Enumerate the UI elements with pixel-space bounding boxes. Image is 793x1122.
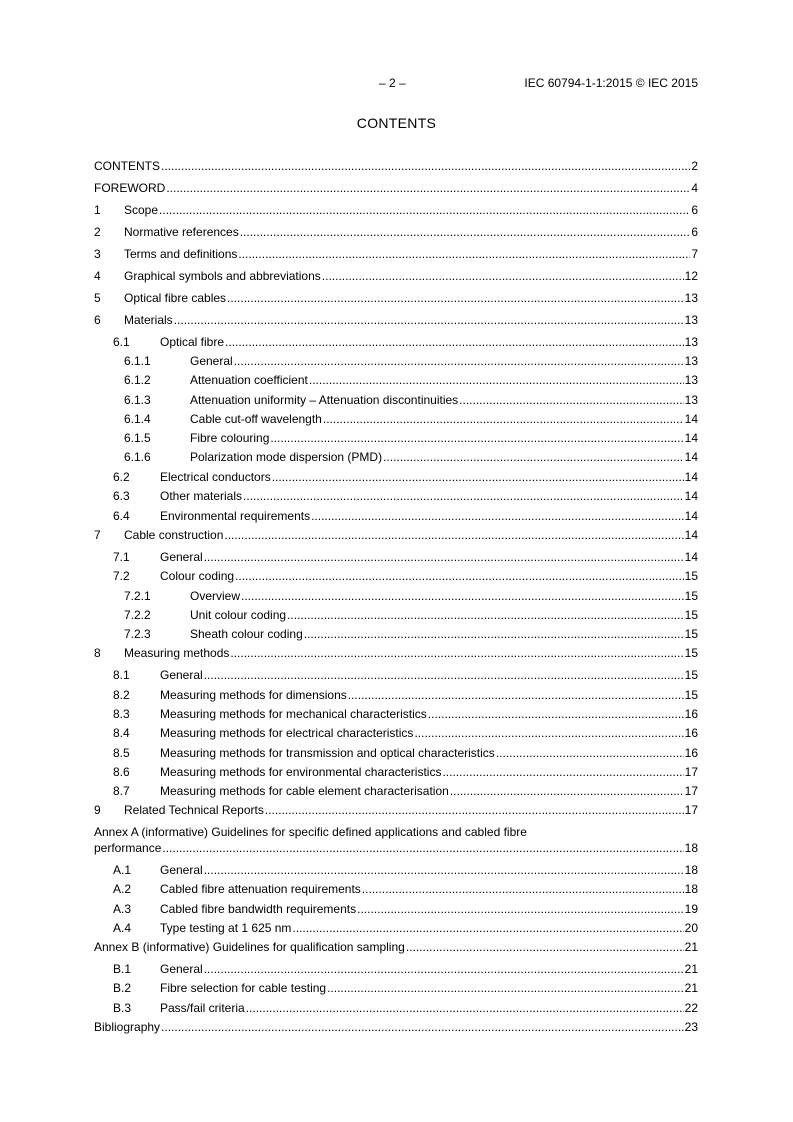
toc-entry-title: Measuring methods for environmental characteristics	[160, 765, 442, 779]
toc-entry-page: 17	[684, 784, 698, 798]
toc-entry-page: 15	[684, 627, 698, 641]
toc-entry-title: Optical fibre cables	[124, 291, 227, 305]
toc-entry-page: 7	[691, 247, 698, 261]
toc-entry-number: 8.4	[113, 726, 130, 740]
toc-entry-title: Measuring methods for cable element characterisation	[160, 784, 449, 798]
toc-entry-title: Measuring methods for transmission and optical characteristics	[160, 746, 495, 760]
dot-leader	[450, 783, 684, 799]
toc-entry-number: 7	[94, 528, 101, 542]
toc-entry-page: 16	[684, 707, 698, 721]
toc-entry-number: 7.2	[113, 569, 130, 583]
toc-entry-page: 19	[684, 902, 698, 916]
toc-entry-number: 9	[94, 803, 101, 817]
toc-entry[interactable]	[94, 527, 698, 543]
toc-entry-title: Related Technical Reports	[124, 803, 264, 817]
contents-heading: CONTENTS	[356, 115, 437, 131]
toc-entry-page: 21	[684, 962, 698, 976]
toc-entry[interactable]	[124, 411, 698, 427]
toc-entry[interactable]	[113, 687, 698, 703]
dot-leader	[406, 939, 684, 955]
dot-leader	[322, 268, 684, 284]
dot-leader	[287, 607, 684, 623]
toc-entry-page: 16	[684, 746, 698, 760]
toc-entry[interactable]	[113, 334, 698, 350]
toc-entry-page: 14	[684, 450, 698, 464]
toc-entry-title: Measuring methods	[124, 646, 230, 660]
toc-entry-title: Colour coding	[160, 569, 235, 583]
dot-leader	[270, 430, 683, 446]
toc-entry-page: 14	[684, 509, 698, 523]
toc-entry-number: 6.2	[113, 470, 130, 484]
toc-entry-title: Graphical symbols and abbreviations	[124, 269, 321, 283]
dot-leader	[383, 449, 684, 465]
toc-entry-number: 7.2.2	[124, 608, 151, 622]
toc-entry-title: Attenuation uniformity – Attenuation discontinuities	[190, 393, 459, 407]
dot-leader	[174, 312, 684, 328]
toc-entry-title: Measuring methods for dimensions	[160, 688, 347, 702]
toc-entry[interactable]	[113, 980, 698, 996]
toc-entry[interactable]	[94, 268, 698, 284]
toc-entry-number: 6.3	[113, 489, 130, 503]
toc-entry-number: 7.2.3	[124, 627, 151, 641]
toc-entry-title: Cabled fibre attenuation requirements	[160, 882, 361, 896]
toc-entry[interactable]	[113, 862, 698, 878]
toc-entry-page: 15	[684, 608, 698, 622]
toc-entry[interactable]	[113, 706, 698, 722]
dot-leader	[362, 881, 684, 897]
toc-entry-title: Bibliography	[94, 1020, 161, 1034]
toc-entry[interactable]	[113, 901, 698, 917]
toc-entry-page: 6	[691, 203, 698, 217]
toc-entry[interactable]	[94, 224, 698, 240]
toc-entry[interactable]	[113, 549, 698, 565]
toc-entry-page: 21	[684, 981, 698, 995]
toc-entry-number: 6.1.4	[124, 412, 151, 426]
dot-leader	[161, 1019, 684, 1035]
dot-leader	[159, 202, 690, 218]
toc-entry[interactable]	[94, 939, 698, 955]
toc-entry[interactable]	[113, 920, 698, 936]
toc-entry[interactable]	[124, 626, 698, 642]
toc-entry-page: 14	[684, 431, 698, 445]
dot-leader	[234, 353, 684, 369]
toc-entry[interactable]	[94, 824, 698, 858]
toc-entry-page: 18	[684, 863, 698, 877]
toc-entry-number: 1	[94, 203, 101, 217]
toc-entry-title: FOREWORD	[94, 181, 166, 195]
toc-entry-page: 14	[684, 550, 698, 564]
toc-entry[interactable]	[94, 645, 698, 661]
document-id: IEC 60794-1-1:2015 © IEC 2015	[524, 76, 698, 90]
dot-leader	[238, 246, 690, 262]
toc-entry-title: Polarization mode dispersion (PMD)	[190, 450, 383, 464]
toc-entry-number: 8	[94, 646, 101, 660]
toc-entry-title: Scope	[124, 203, 159, 217]
toc-entry-title: Annex A (informative) Guidelines for specific defined applications and cabled fibre	[94, 825, 527, 839]
toc-entry-page: 13	[684, 373, 698, 387]
toc-entry-page: 21	[684, 940, 698, 954]
toc-entry-page: 15	[684, 668, 698, 682]
toc-entry[interactable]	[124, 372, 698, 388]
toc-entry-number: 6.1	[113, 335, 130, 349]
dot-leader	[241, 588, 684, 604]
toc-entry-page: 18	[684, 841, 698, 855]
toc-entry-number: B.2	[113, 981, 132, 995]
toc-entry[interactable]	[124, 353, 698, 369]
toc-entry-title: Fibre selection for cable testing	[160, 981, 327, 995]
toc-entry-page: 17	[684, 803, 698, 817]
toc-entry-title: Normative references	[124, 225, 239, 239]
dot-leader	[243, 488, 684, 504]
toc-entry-page: 13	[684, 393, 698, 407]
toc-entry-number: 4	[94, 269, 101, 283]
toc-entry[interactable]	[113, 508, 698, 524]
toc-entry-number: A.2	[113, 882, 132, 896]
toc-entry[interactable]	[113, 488, 698, 504]
toc-entry-title: Terms and definitions	[124, 247, 238, 261]
dot-leader	[162, 840, 683, 856]
toc-entry[interactable]	[113, 881, 698, 897]
toc-entry-page: 13	[684, 354, 698, 368]
toc-entry[interactable]	[94, 290, 698, 306]
toc-entry-number: 6.1.2	[124, 373, 151, 387]
toc-entry-number: A.3	[113, 902, 132, 916]
dot-leader	[161, 158, 690, 174]
toc-entry[interactable]	[94, 180, 698, 196]
toc-entry-page: 13	[684, 335, 698, 349]
toc-entry-page: 14	[684, 412, 698, 426]
toc-entry[interactable]	[94, 246, 698, 262]
toc-entry-number: B.1	[113, 962, 132, 976]
toc-entry-page: 15	[684, 589, 698, 603]
toc-entry-number: 6.1.6	[124, 450, 151, 464]
toc-entry-number: 6.1.3	[124, 393, 151, 407]
toc-entry-title: Other materials	[160, 489, 243, 503]
toc-entry[interactable]	[113, 764, 698, 780]
toc-entry-title: Unit colour coding	[190, 608, 287, 622]
toc-entry-page: 6	[691, 225, 698, 239]
toc-entry[interactable]	[124, 607, 698, 623]
toc-entry-title: Cable cut-off wavelength	[190, 412, 322, 426]
dot-leader	[225, 334, 684, 350]
dot-leader	[204, 862, 684, 878]
toc-entry[interactable]	[113, 568, 698, 584]
toc-entry[interactable]	[113, 667, 698, 683]
toc-entry[interactable]	[124, 392, 698, 408]
toc-entry[interactable]	[124, 430, 698, 446]
toc-entry-page: 4	[691, 181, 698, 195]
dot-leader	[311, 508, 684, 524]
toc-entry-number: 8.3	[113, 707, 130, 721]
dot-leader	[323, 411, 684, 427]
dot-leader	[235, 568, 684, 584]
page-number: – 2 –	[379, 76, 406, 90]
toc-entry-number: 7.1	[113, 550, 130, 564]
dot-leader	[442, 764, 683, 780]
dot-leader	[204, 961, 684, 977]
toc-entry-page: 22	[684, 1001, 698, 1015]
toc-entry[interactable]	[113, 1000, 698, 1016]
dot-leader	[357, 901, 684, 917]
dot-leader	[240, 224, 691, 240]
toc-entry-page: 15	[684, 688, 698, 702]
toc-entry[interactable]	[113, 469, 698, 485]
dot-leader	[428, 706, 684, 722]
toc-entry-title: General	[160, 550, 203, 564]
dot-leader	[224, 527, 683, 543]
dot-leader	[496, 745, 684, 761]
toc-entry-title: Environmental requirements	[160, 509, 311, 523]
toc-entry-title: Electrical conductors	[160, 470, 271, 484]
toc-entry[interactable]	[94, 1019, 698, 1035]
dot-leader	[230, 645, 683, 661]
toc-entry-page: 12	[684, 269, 698, 283]
toc-entry-number: 8.1	[113, 668, 130, 682]
toc-entry-number: 6.4	[113, 509, 130, 523]
dot-leader	[265, 802, 684, 818]
toc-entry-page: 14	[684, 528, 698, 542]
dot-leader	[204, 667, 684, 683]
toc-entry-page: 15	[684, 646, 698, 660]
toc-entry[interactable]	[124, 588, 698, 604]
dot-leader	[227, 290, 684, 306]
toc-entry-title: Fibre colouring	[190, 431, 270, 445]
toc-entry[interactable]	[113, 961, 698, 977]
toc-entry-title: Type testing at 1 625 nm	[160, 921, 292, 935]
toc-entry[interactable]	[113, 725, 698, 741]
toc-entry[interactable]	[94, 158, 698, 174]
toc-entry[interactable]	[94, 802, 698, 818]
toc-entry-number: A.1	[113, 863, 132, 877]
toc-entry[interactable]	[124, 449, 698, 465]
toc-entry-title: General	[160, 962, 203, 976]
toc-entry-number: 5	[94, 291, 101, 305]
toc-entry-title: Materials	[124, 313, 173, 327]
toc-entry[interactable]	[113, 745, 698, 761]
toc-entry-page: 14	[684, 470, 698, 484]
toc-entry-title: Measuring methods for mechanical characteristics	[160, 707, 427, 721]
toc-entry-number: 3	[94, 247, 101, 261]
toc-entry-number: 6.1.1	[124, 354, 151, 368]
toc-entry-title: Attenuation coefficient	[190, 373, 308, 387]
dot-leader	[204, 549, 684, 565]
toc-entry-number: 7.2.1	[124, 589, 151, 603]
toc-entry-page: 13	[684, 313, 698, 327]
toc-entry-title: Cable construction	[124, 528, 224, 542]
toc-entry[interactable]	[113, 783, 698, 799]
toc-entry-title: Pass/fail criteria	[160, 1001, 245, 1015]
toc-entry-number: 2	[94, 225, 101, 239]
toc-entry-number: 8.7	[113, 784, 130, 798]
toc-entry-number: 6	[94, 313, 101, 327]
toc-entry[interactable]	[94, 202, 698, 218]
toc-entry-page: 14	[684, 489, 698, 503]
dot-leader	[292, 920, 683, 936]
toc-entry-number: 8.2	[113, 688, 130, 702]
toc-entry-page: 23	[684, 1020, 698, 1034]
toc-entry-page: 13	[684, 291, 698, 305]
toc-entry-title: General	[190, 354, 233, 368]
dot-leader	[327, 980, 684, 996]
dot-leader	[459, 392, 683, 408]
toc-entry-title: Optical fibre	[160, 335, 225, 349]
toc-entry-number: A.4	[113, 921, 132, 935]
toc-entry-title: Overview	[190, 589, 241, 603]
dot-leader	[304, 626, 684, 642]
toc-entry-number: B.3	[113, 1001, 132, 1015]
toc-entry-title: Sheath colour coding	[190, 627, 303, 641]
toc-entry-number: 8.5	[113, 746, 130, 760]
dot-leader	[414, 725, 683, 741]
toc-entry-title: Annex B (informative) Guidelines for qualification sampling	[94, 940, 405, 954]
toc-entry[interactable]	[94, 312, 698, 328]
toc-entry-title-continued: performance	[94, 841, 162, 855]
dot-leader	[246, 1000, 684, 1016]
toc-entry-title: General	[160, 863, 203, 877]
toc-entry-number: 6.1.5	[124, 431, 151, 445]
toc-entry-title: Measuring methods for electrical characteristics	[160, 726, 414, 740]
dot-leader	[166, 180, 690, 196]
toc-entry-page: 2	[691, 159, 698, 173]
page-header	[94, 76, 698, 92]
toc-entry-title: Cabled fibre bandwidth requirements	[160, 902, 357, 916]
toc-entry-page: 20	[684, 921, 698, 935]
toc-entry-page: 15	[684, 569, 698, 583]
dot-leader	[272, 469, 684, 485]
toc-entry-title: CONTENTS	[94, 159, 160, 173]
toc-entry-page: 18	[684, 882, 698, 896]
toc-entry-page: 17	[684, 765, 698, 779]
dot-leader	[348, 687, 684, 703]
toc-entry-title: General	[160, 668, 203, 682]
toc-entry-number: 8.6	[113, 765, 130, 779]
toc-entry-page: 16	[684, 726, 698, 740]
dot-leader	[309, 372, 684, 388]
